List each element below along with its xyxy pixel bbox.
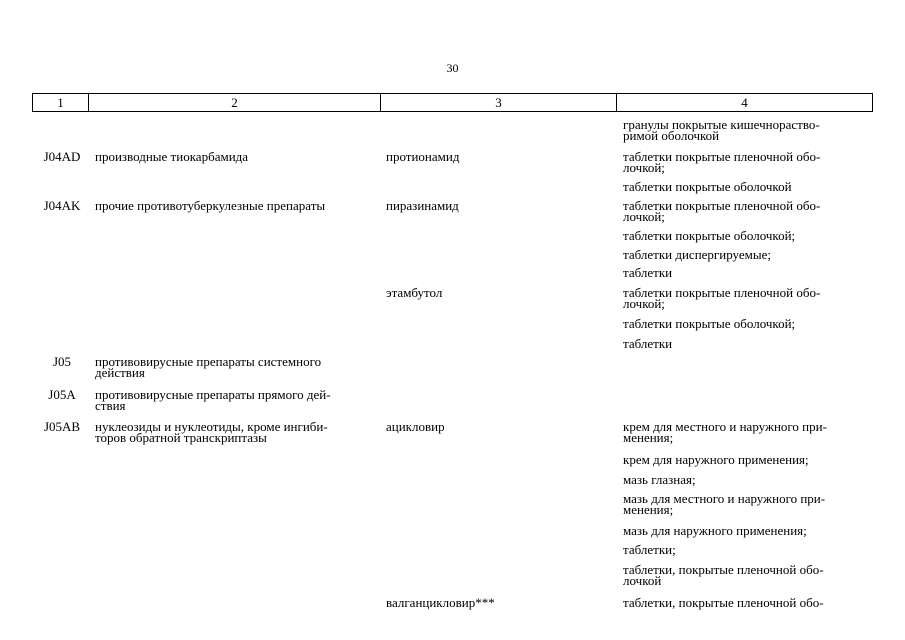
column-header-2: 2 <box>89 94 381 111</box>
dosage-form-cell: таблетки, покрытые пленочной обо- <box>623 595 824 610</box>
atc-code-cell: J05AB <box>43 419 81 434</box>
dosage-form-cell: таблетки покрытые оболочкой <box>623 179 792 194</box>
dosage-form-cell: таблетки покрытые пленочной обо- лочкой; <box>623 198 821 224</box>
dosage-form-cell: таблетки <box>623 336 673 351</box>
dosage-form-cell: таблетки, покрытые пленочной обо- лочкой <box>623 562 824 588</box>
dosage-form-cell: крем для наружного применения; <box>623 452 809 467</box>
dosage-form-cell: мазь глазная; <box>623 472 696 487</box>
page-number: 30 <box>446 61 459 75</box>
dosage-form-cell: гранулы покрытые кишечнораство- римой оболочкой <box>623 117 820 143</box>
dosage-form-cell: таблетки покрытые оболочкой; <box>623 316 796 331</box>
group-name-cell: нуклеозиды и нуклеотиды, кроме ингиби- торов обратной транскриптазы <box>95 419 328 445</box>
drug-name-cell: этамбутол <box>386 285 443 300</box>
drug-name-cell: протионамид <box>386 149 460 164</box>
group-name-cell: производные тиокарбамида <box>95 149 249 164</box>
group-name-cell: прочие противотуберкулезные препараты <box>95 198 326 213</box>
atc-code-cell: J04AD <box>43 149 81 164</box>
atc-code-cell: J05 <box>52 354 72 369</box>
column-header-3: 3 <box>381 94 617 111</box>
dosage-form-cell: таблетки; <box>623 542 676 557</box>
dosage-form-cell: таблетки <box>623 265 673 280</box>
drug-name-cell: валганцикловир*** <box>386 595 495 610</box>
dosage-form-cell: таблетки покрытые оболочкой; <box>623 228 796 243</box>
column-header-1: 1 <box>33 94 89 111</box>
dosage-form-cell: таблетки покрытые пленочной обо- лочкой; <box>623 149 821 175</box>
group-name-cell: противовирусные препараты прямого дей- ствия <box>95 387 331 413</box>
dosage-form-cell: таблетки диспергируемые; <box>623 247 771 262</box>
dosage-form-cell: таблетки покрытые пленочной обо- лочкой; <box>623 285 821 311</box>
drug-name-cell: пиразинамид <box>386 198 459 213</box>
drug-name-cell: ацикловир <box>386 419 445 434</box>
dosage-form-cell: мазь для наружного применения; <box>623 523 807 538</box>
atc-code-cell: J05A <box>48 387 76 402</box>
dosage-form-cell: мазь для местного и наружного при- менения; <box>623 491 826 517</box>
dosage-form-cell: крем для местного и наружного при- менения; <box>623 419 827 445</box>
atc-code-cell: J04AK <box>43 198 81 213</box>
table-header-row <box>32 93 873 112</box>
group-name-cell: противовирусные препараты системного действия <box>95 354 322 380</box>
column-header-4: 4 <box>741 94 748 110</box>
